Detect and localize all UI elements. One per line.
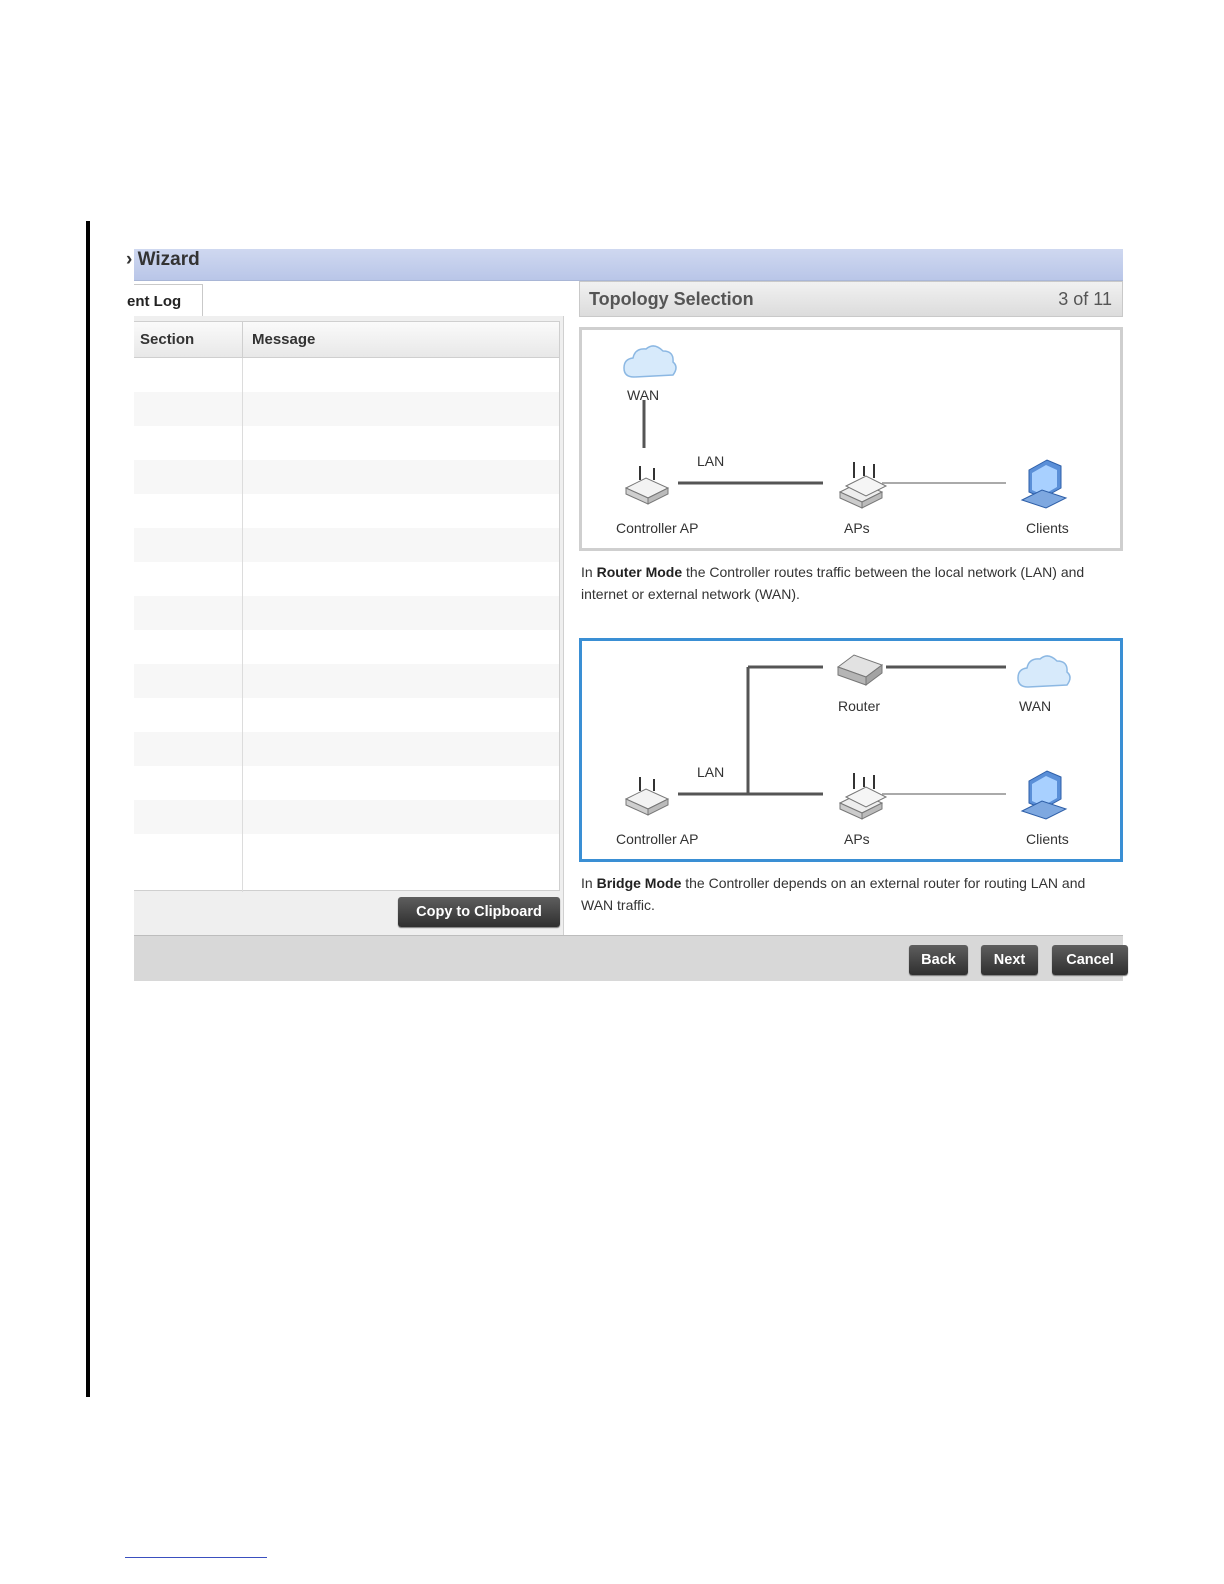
- column-divider: [242, 358, 243, 892]
- label-clients: Clients: [1026, 520, 1069, 536]
- label-wan: WAN: [627, 387, 660, 403]
- router-desc-bold: Router Mode: [596, 564, 683, 580]
- window-titlebar: [126, 249, 1123, 281]
- step-counter: 3 of 11: [1058, 289, 1112, 309]
- access-point-icon: [626, 777, 668, 815]
- column-divider[interactable]: [242, 322, 243, 357]
- label-wan: WAN: [1019, 698, 1052, 714]
- table-row[interactable]: [134, 494, 559, 528]
- table-row[interactable]: [134, 766, 559, 800]
- label-lan: LAN: [697, 453, 725, 469]
- table-body: [134, 358, 559, 892]
- column-header-section[interactable]: Section: [140, 331, 195, 348]
- table-row[interactable]: [134, 664, 559, 698]
- router-icon: [838, 655, 882, 685]
- table-row[interactable]: [134, 528, 559, 562]
- bridge-mode-description: [581, 872, 1121, 916]
- router-desc-pre: In: [581, 564, 597, 580]
- router-mode-description: [581, 561, 1121, 605]
- bridge-desc-post: the Controller depends on an external router for routing LAN and WAN traffic.: [581, 875, 1086, 913]
- table-row[interactable]: [134, 698, 559, 732]
- bridge-mode-diagram: [582, 641, 1120, 859]
- step-title: Topology Selection: [589, 289, 754, 309]
- table-row[interactable]: [134, 392, 559, 426]
- label-router: Router: [838, 698, 881, 714]
- column-header-message[interactable]: Message: [252, 331, 316, 348]
- back-button[interactable]: Back: [909, 945, 968, 975]
- label-aps: APs: [844, 520, 870, 536]
- router-desc-post: the Controller routes traffic between the local network (LAN) and internet or external network (WAN).: [581, 564, 1085, 602]
- clients-laptop-icon: [1022, 460, 1066, 508]
- table-row[interactable]: [134, 426, 559, 460]
- window-title: › Wizard: [126, 249, 200, 270]
- access-point-icon: [626, 466, 668, 504]
- bridge-desc-pre: In: [581, 875, 597, 891]
- table-row[interactable]: [134, 562, 559, 596]
- table-row[interactable]: [134, 358, 559, 392]
- label-aps: APs: [844, 831, 870, 847]
- table-row[interactable]: [134, 630, 559, 664]
- tab-event-log[interactable]: [127, 284, 203, 317]
- page-margin-bar: [86, 221, 90, 1397]
- setup-wizard-window: [126, 249, 1123, 980]
- event-log-panel: [134, 316, 564, 935]
- label-clients: Clients: [1026, 831, 1069, 847]
- topology-selection-panel: [579, 281, 1123, 935]
- copy-to-clipboard-button[interactable]: Copy to Clipboard: [398, 897, 560, 927]
- cloud-icon: [624, 346, 676, 377]
- table-header: [134, 322, 559, 358]
- tab-event-log-label: ent Log: [127, 293, 182, 310]
- footnote-rule: [125, 1557, 267, 1558]
- access-points-icon: [840, 462, 886, 508]
- table-row[interactable]: [134, 834, 559, 868]
- next-button[interactable]: Next: [981, 945, 1038, 975]
- label-controller-ap: Controller AP: [616, 520, 699, 536]
- access-points-icon: [840, 773, 886, 819]
- bridge-mode-option[interactable]: [579, 638, 1123, 862]
- clients-laptop-icon: [1022, 771, 1066, 819]
- router-mode-option[interactable]: [579, 327, 1123, 551]
- table-row[interactable]: [134, 460, 559, 494]
- label-lan: LAN: [697, 764, 725, 780]
- bridge-desc-bold: Bridge Mode: [596, 875, 682, 891]
- event-log-table: [134, 321, 560, 891]
- router-mode-diagram: [582, 330, 1120, 548]
- table-row[interactable]: [134, 596, 559, 630]
- step-header: [579, 281, 1123, 317]
- cancel-button[interactable]: Cancel: [1052, 945, 1128, 975]
- wizard-footer: [134, 935, 1123, 981]
- table-row[interactable]: [134, 800, 559, 834]
- table-row[interactable]: [134, 732, 559, 766]
- label-controller-ap: Controller AP: [616, 831, 699, 847]
- cloud-icon: [1018, 656, 1070, 687]
